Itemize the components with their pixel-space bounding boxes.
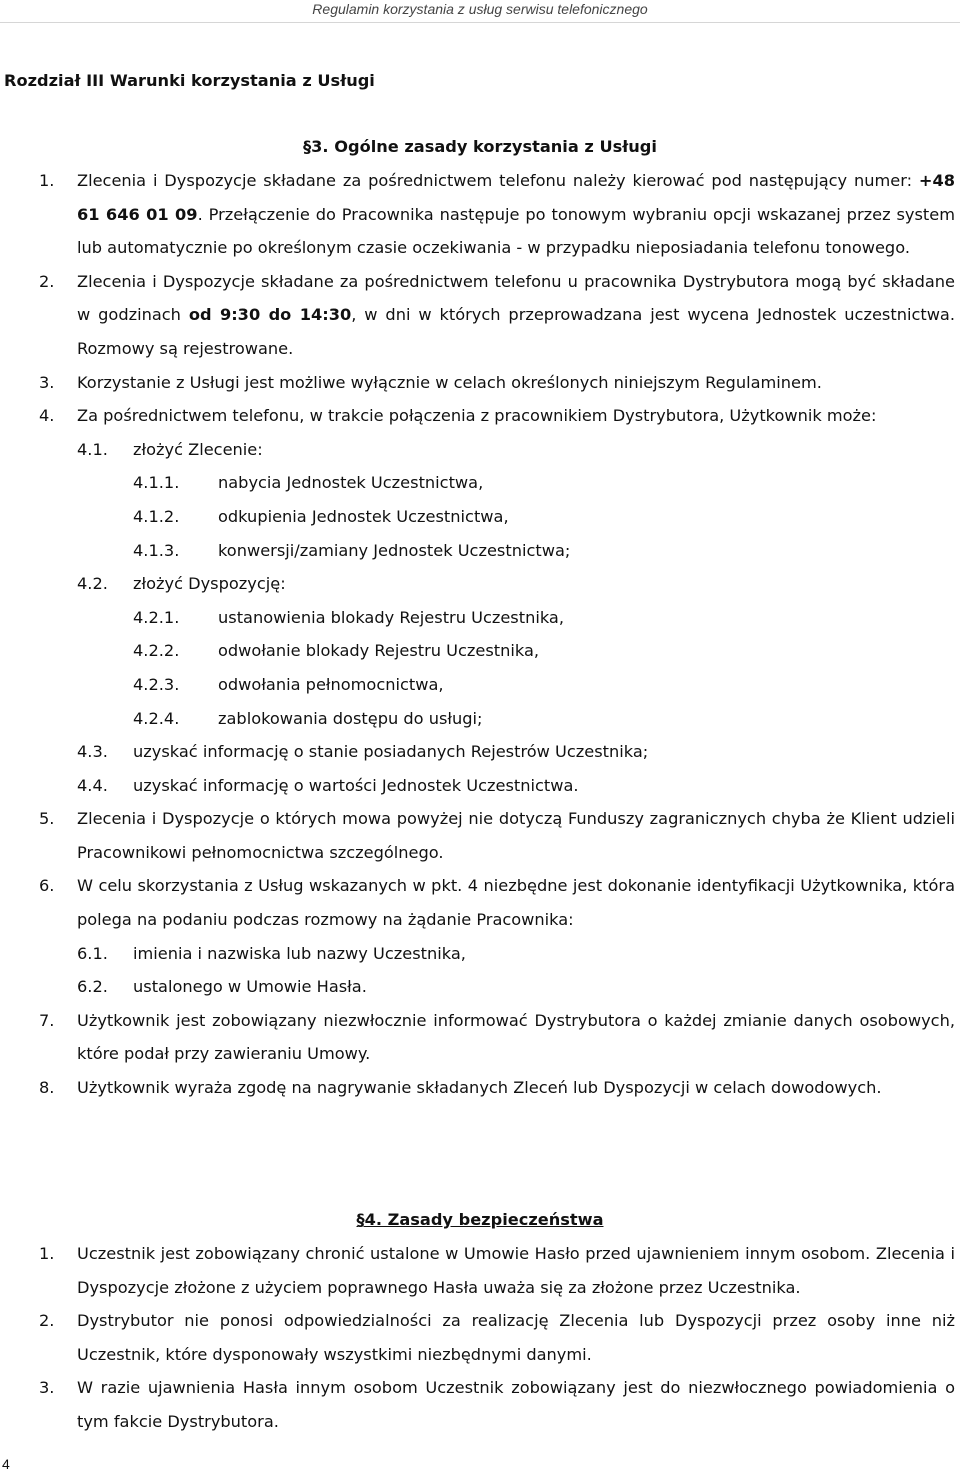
header-divider bbox=[0, 22, 960, 23]
list-item: 4.3. uzyskać informację o stanie posiadanych Rejestrów Uczestnika; bbox=[77, 742, 649, 762]
section-3-body bbox=[0, 164, 960, 1105]
list-item: 6.1. imienia i nazwiska lub nazwy Uczestnika, bbox=[77, 943, 466, 963]
list-item: 1. Zlecenia i Dyspozycje składane za pośrednictwem telefonu należy kierować pod następujący numer: +48 61 646 01 09. Przełączenie do Pracownika następuje po tonowym wybraniu opcji wskazanej przez system lub automatycznie po określonym czasie oczekiwania - w przypadku nieposiadania telefonu tonowego. bbox=[39, 171, 955, 258]
list-item: 7. Użytkownik jest zobowiązany niezwłocznie informować Dystrybutora o każdej zmianie danych osobowych, które podał przy zawieraniu Umowy. bbox=[39, 1010, 955, 1064]
page-header: Regulamin korzystania z usług serwisu telefonicznego bbox=[312, 1, 648, 17]
page-number: 4 bbox=[2, 1456, 10, 1472]
list-item: 4.1. złożyć Zlecenie: bbox=[77, 439, 263, 459]
list-item: 4.2.3. odwołania pełnomocnictwa, bbox=[133, 674, 444, 694]
list-item: 5. Zlecenia i Dyspozycje o których mowa powyżej nie dotyczą Funduszy zagranicznych chyba że Klient udzieli Pracownikowi pełnomocnictwa szczególnego. bbox=[39, 809, 955, 862]
list-item: 4.2.4. zablokowania dostępu do usługi; bbox=[133, 708, 483, 728]
list-item: 6.2. ustalonego w Umowie Hasła. bbox=[77, 977, 367, 997]
list-item: 3. Korzystanie z Usługi jest możliwe wyłącznie w celach określonych niniejszym Regulaminem. bbox=[39, 372, 822, 392]
list-item: 4. Za pośrednictwem telefonu, w trakcie połączenia z pracownikiem Dystrybutora, Użytkownik może: bbox=[39, 406, 877, 426]
list-item: 4.2.1. ustanowienia blokady Rejestru Uczestnika, bbox=[133, 607, 564, 627]
list-item: 4.4. uzyskać informację o wartości Jednostek Uczestnictwa. bbox=[77, 775, 579, 795]
list-item: 2. Zlecenia i Dyspozycje składane za pośrednictwem telefonu u pracownika Dystrybutora mogą być składane w godzinach od 9:30 do 14:30, w dni w których przeprowadzana jest wycena Jednostek uczestnictwa. Rozmowy są rejestrowane. bbox=[39, 271, 955, 358]
list-item: 6. W celu skorzystania z Usług wskazanych w pkt. 4 niezbędne jest dokonanie identyfikacji Użytkownika, która polega na podaniu podczas rozmowy na żądanie Pracownika: bbox=[39, 876, 955, 930]
list-item: 1. Uczestnik jest zobowiązany chronić ustalone w Umowie Hasło przed ujawnieniem innym osobom. Zlecenia i Dyspozycje złożone z użyciem poprawnego Hasła uważa się za złożone przez Uczestnika. bbox=[39, 1244, 955, 1297]
list-item: 2. Dystrybutor nie ponosi odpowiedzialności za realizację Zlecenia lub Dyspozycji przez osoby inne niż Uczestnik, które dysponowały wszystkimi niezbędnymi danymi. bbox=[39, 1311, 955, 1364]
list-item: 4.2.2. odwołanie blokady Rejestru Uczestnika, bbox=[133, 641, 540, 661]
list-item: 4.2. złożyć Dyspozycję: bbox=[77, 574, 286, 594]
list-item: 4.1.3. konwersji/zamiany Jednostek Uczestnictwa; bbox=[133, 540, 571, 560]
list-item: 3. W razie ujawnienia Hasła innym osobom Uczestnik zobowiązany jest do niezwłocznego powiadomienia o tym fakcie Dystrybutora. bbox=[39, 1378, 955, 1431]
office-hours: od 9:30 do 14:30 bbox=[188, 305, 352, 325]
chapter-heading: Rozdział III Warunki korzystania z Usługi bbox=[4, 71, 375, 90]
list-item: 4.1.1. nabycia Jednostek Uczestnictwa, bbox=[133, 473, 484, 493]
list-item: 8. Użytkownik wyraża zgodę na nagrywanie składanych Zleceń lub Dyspozycji w celach dowodowych. bbox=[39, 1078, 882, 1098]
list-item: 4.1.2. odkupienia Jednostek Uczestnictwa, bbox=[133, 506, 509, 526]
section-4-title: §4. Zasady bezpieczeństwa bbox=[356, 1210, 604, 1229]
section-4-body bbox=[0, 1237, 960, 1439]
phone-number: +48 61 646 01 09 bbox=[77, 171, 955, 224]
section-3-title: §3. Ogólne zasady korzystania z Usługi bbox=[303, 137, 657, 156]
